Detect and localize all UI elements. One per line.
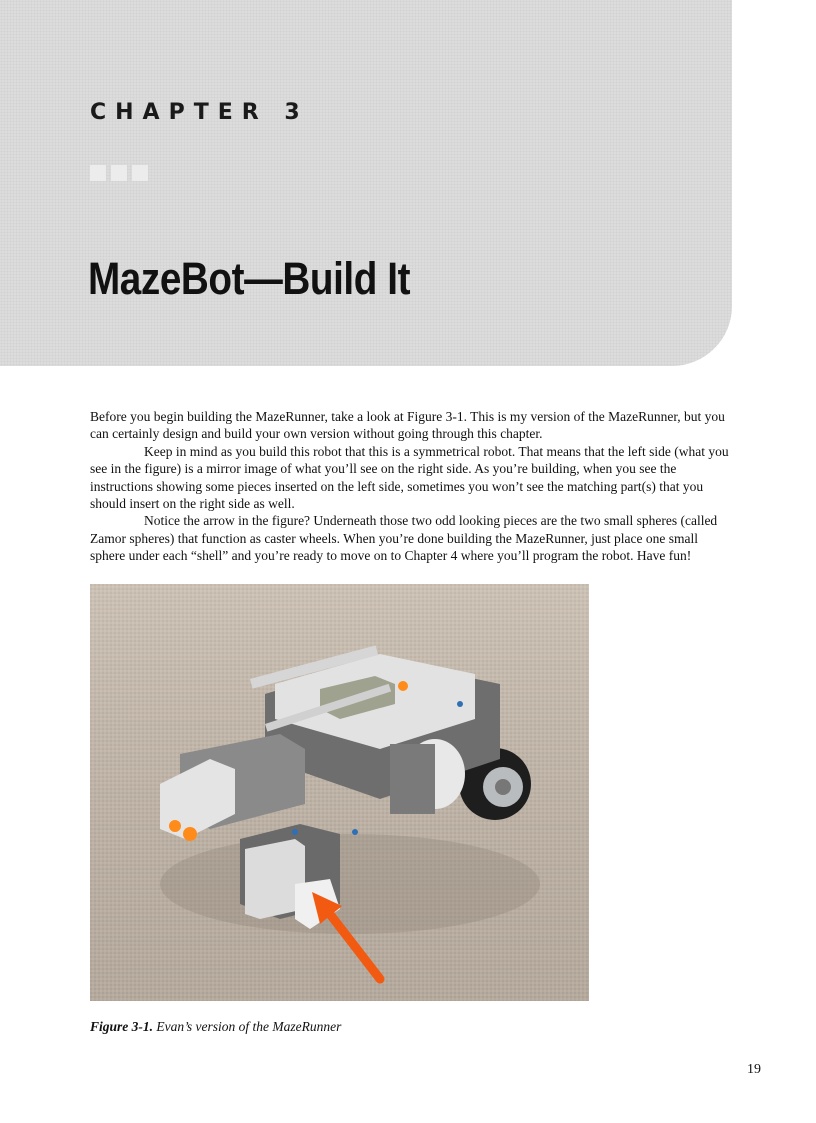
paragraph: Before you begin building the MazeRunner, take a look at Figure 3-1. This is my version of the MazeRunner, but you can certainly design and build your own version without going through this chapter. [90, 409, 725, 442]
square-icon [90, 165, 106, 181]
caption-text: Evan’s version of the MazeRunner [153, 1019, 342, 1034]
caption-label: Figure 3-1. [90, 1019, 154, 1034]
figure-photo [90, 584, 589, 1001]
chapter-banner [0, 0, 732, 366]
paragraph: Notice the arrow in the figure? Underneath those two odd looking pieces are the two small spheres (called Zamor spheres) that function as caster wheels. When you’re done building the MazeRunner, just place one small sphere under each “shell” and you’re ready to move on to Chapter 4 where you’ll program the robot. Have fun! [90, 513, 718, 564]
chapter-label: CHAPTER 3 [90, 100, 309, 125]
paragraph: Keep in mind as you build this robot that this is a symmetrical robot. That means that the left side (what you see in the figure) is a mirror image of what you’ll see on the right side. As you’re building, when you see the instructions showing some pieces inserted on the left side, sometimes you won’t see the matching part(s) that you should insert on the right side as well. [90, 443, 729, 512]
figure-caption [90, 1019, 341, 1035]
robot-photo [90, 584, 589, 1001]
page-number: 19 [747, 1062, 761, 1077]
square-icon [132, 165, 148, 181]
square-icon [111, 165, 127, 181]
decorative-squares [90, 165, 148, 181]
chapter-title: MazeBot—Build It [88, 253, 411, 304]
body-text [90, 408, 730, 565]
